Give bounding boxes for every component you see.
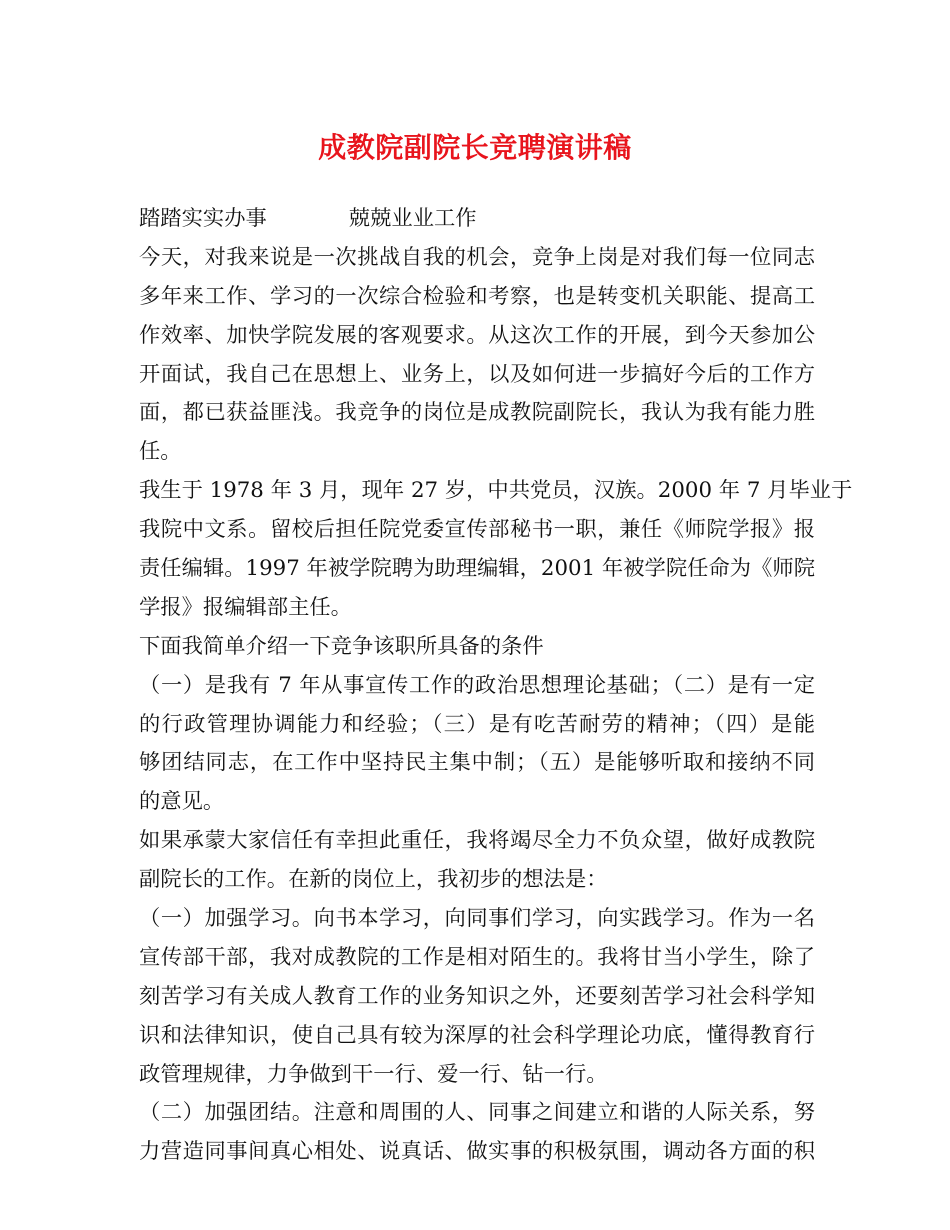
text-line: 的行政管理协调能力和经验；（三）是有吃苦耐劳的精神；（四）是能	[139, 711, 815, 737]
subtitle-left: 踏踏实实办事	[139, 206, 267, 231]
page-title: 成教院副院长竞聘演讲稿	[318, 131, 632, 164]
text-line: 学报》报编辑部主任。	[139, 594, 352, 620]
text-line: 我生于 1978 年 3 月，现年 27 岁，中共党员，汉族。2000 年 7 月毕业于	[139, 478, 853, 504]
text-line: 的意见。	[139, 789, 225, 815]
text-line: 如果承蒙大家信任有幸担此重任，我将竭尽全力不负众望，做好成教院	[139, 828, 815, 854]
text-line: 面，都已获益匪浅。我竞争的岗位是成教院副院长，我认为我有能力胜	[139, 400, 815, 426]
text-line: （一）加强学习。向书本学习，向同事们学习，向实践学习。作为一名	[139, 906, 815, 932]
text-line: 下面我简单介绍一下竞争该职所具备的条件	[139, 633, 544, 659]
document-body	[139, 200, 853, 1172]
text-line: 开面试，我自己在思想上、业务上，以及如何进一步搞好今后的工作方	[139, 361, 815, 387]
text-line: 宣传部干部，我对成教院的工作是相对陌生的。我将甘当小学生，除了	[139, 944, 815, 970]
text-line: 作效率、加快学院发展的客观要求。从这次工作的开展，到今天参加公	[139, 322, 815, 348]
text-line: 识和法律知识，使自己具有较为深厚的社会科学理论功底，懂得教育行	[139, 1022, 815, 1048]
text-line: 多年来工作、学习的一次综合检验和考察，也是转变机关职能、提高工	[139, 283, 815, 309]
subtitle-right: 兢兢业业工作	[348, 206, 477, 231]
subtitle-line	[139, 200, 815, 239]
text-line: （二）加强团结。注意和周围的人、同事之间建立和谐的人际关系，努	[139, 1100, 815, 1126]
paragraph-lines	[139, 239, 853, 1172]
text-line: 今天，对我来说是一次挑战自我的机会，竞争上岗是对我们每一位同志	[139, 244, 815, 270]
text-line: （一）是我有 7 年从事宣传工作的政治思想理论基础；（二）是有一定	[139, 672, 815, 698]
text-line: 力营造同事间真心相处、说真话、做实事的积极氛围，调动各方面的积	[139, 1139, 815, 1165]
text-line: 政管理规律，力争做到干一行、爱一行、钻一行。	[139, 1061, 608, 1087]
text-line: 刻苦学习有关成人教育工作的业务知识之外，还要刻苦学习社会科学知	[139, 983, 815, 1009]
text-line: 任。	[139, 439, 182, 465]
text-line: 副院长的工作。在新的岗位上，我初步的想法是：	[139, 867, 608, 893]
text-line: 责任编辑。1997 年被学院聘为助理编辑，2001 年被学院任命为《师院	[139, 556, 815, 582]
text-line: 我院中文系。留校后担任院党委宣传部秘书一职，兼任《师院学报》报	[139, 517, 815, 543]
text-line: 够团结同志，在工作中坚持民主集中制；（五）是能够听取和接纳不同	[139, 750, 815, 776]
